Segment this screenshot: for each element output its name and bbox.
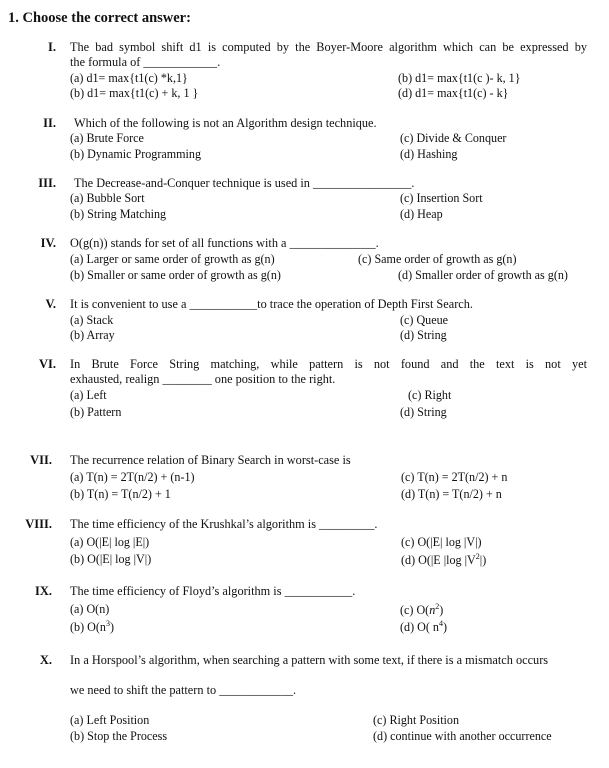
- option-d: (d) continue with another occurrence: [373, 729, 552, 743]
- question-number: III.: [38, 176, 56, 190]
- question-stem: The time efficiency of Floyd’s algorithm is ___________.: [70, 584, 356, 598]
- option-d: (d) d1= max{t1(c) - k}: [398, 86, 509, 100]
- option-d: [400, 619, 447, 635]
- option-b: (b) T(n) = T(n/2) + 1: [70, 487, 171, 501]
- question-number: VIII.: [25, 517, 52, 531]
- option-b: (b) d1= max{t1(c) + k, 1 }: [70, 86, 199, 100]
- question-stem: In Brute Force String matching, while pattern is not found and the text is not yet: [70, 357, 587, 371]
- option-c: (c) Right: [408, 388, 452, 402]
- option-a: (a) Larger or same order of growth as g(n): [70, 252, 275, 266]
- question-stem: The Decrease-and-Conquer technique is used in ________________.: [74, 176, 415, 190]
- superscript: 2: [475, 552, 480, 561]
- option-d: (d) Hashing: [400, 147, 458, 161]
- option-d-text-end: ): [442, 620, 447, 635]
- option-b: (b) Array: [70, 328, 115, 342]
- option-a: (a) Left: [70, 388, 107, 402]
- superscript: 2: [435, 602, 440, 611]
- option-b: (b) Dynamic Programming: [70, 147, 201, 161]
- option-c: (c) Queue: [400, 313, 449, 327]
- question-stem: It is convenient to use a ___________to trace the operation of Depth First Search.: [70, 297, 473, 311]
- option-a: (a) O(n): [70, 602, 110, 616]
- option-d: (d) T(n) = T(n/2) + n: [401, 487, 502, 501]
- question-stem: In a Horspool’s algorithm, when searching a pattern with some text, if there is a mismatch occurs: [70, 653, 549, 667]
- option-b: [70, 619, 114, 635]
- question-stem: Which of the following is not an Algorithm design technique.: [74, 116, 377, 130]
- option-a: (a) T(n) = 2T(n/2) + (n-1): [70, 470, 195, 484]
- option-c: [400, 602, 443, 618]
- question-number: VI.: [38, 357, 56, 371]
- option-c-variable: n: [429, 603, 436, 618]
- option-b: (b) String Matching: [70, 207, 167, 221]
- option-c: (c) T(n) = 2T(n/2) + n: [401, 470, 508, 484]
- option-b-text: (b) O(n: [70, 620, 106, 635]
- option-b: (b) Pattern: [70, 405, 122, 419]
- option-a: (a) Bubble Sort: [70, 191, 145, 205]
- option-a: (a) Left Position: [70, 713, 150, 727]
- question-stem-continued: exhausted, realign ________ one position to the right.: [70, 372, 336, 386]
- option-d-text: (d) O(|E |log |V: [401, 553, 476, 568]
- question-stem: The recurrence relation of Binary Search in worst-case is: [70, 453, 351, 467]
- option-c: (c) Same order of growth as g(n): [358, 252, 517, 266]
- question-number: II.: [43, 116, 56, 130]
- option-c: (b) d1= max{t1(c )- k, 1}: [398, 71, 521, 85]
- section-heading: 1. Choose the correct answer:: [8, 10, 191, 26]
- option-d-text-end: |): [479, 553, 487, 568]
- option-c-text-end: ): [439, 603, 444, 618]
- option-d: (d) Smaller order of growth as g(n): [398, 268, 568, 282]
- superscript: 4: [438, 619, 443, 628]
- option-b-text-end: ): [109, 620, 114, 635]
- question-stem: The time efficiency of the Krushkal’s algorithm is _________.: [70, 517, 378, 531]
- option-c: (c) O(|E| log |V|): [401, 535, 482, 549]
- option-a: (a) Stack: [70, 313, 114, 327]
- option-c: (c) Insertion Sort: [400, 191, 483, 205]
- question-number: V.: [45, 297, 56, 311]
- option-d: [401, 552, 486, 568]
- option-a: (a) O(|E| log |E|): [70, 535, 150, 549]
- question-number: I.: [48, 40, 56, 54]
- superscript: 3: [105, 619, 110, 628]
- question-stem-continued: the formula of ____________.: [70, 55, 221, 69]
- option-c: (c) Divide & Conquer: [400, 131, 507, 145]
- option-b: (b) Stop the Process: [70, 729, 168, 743]
- option-c-text: (c) O(: [400, 603, 430, 618]
- option-d: (d) String: [400, 328, 447, 342]
- question-stem: The bad symbol shift d1 is computed by the Boyer-Moore algorithm which can be expressed by: [70, 40, 587, 54]
- question-number: X.: [39, 653, 52, 667]
- question-stem-continued: we need to shift the pattern to ____________.: [70, 683, 297, 697]
- option-d: (d) String: [400, 405, 447, 419]
- question-number: IV.: [40, 236, 56, 250]
- question-number: IX.: [34, 584, 52, 598]
- option-b: (b) O(|E| log |V|): [70, 552, 152, 566]
- question-stem: O(g(n)) stands for set of all functions with a ______________.: [70, 236, 379, 250]
- option-b: (b) Smaller or same order of growth as g(n): [70, 268, 281, 282]
- option-c: (c) Right Position: [373, 713, 460, 727]
- option-d-text: (d) O( n: [400, 620, 439, 635]
- option-d: (d) Heap: [400, 207, 443, 221]
- option-a: (a) Brute Force: [70, 131, 144, 145]
- option-a: (a) d1= max{t1(c) *k,1}: [70, 71, 188, 85]
- question-number: VII.: [30, 453, 52, 467]
